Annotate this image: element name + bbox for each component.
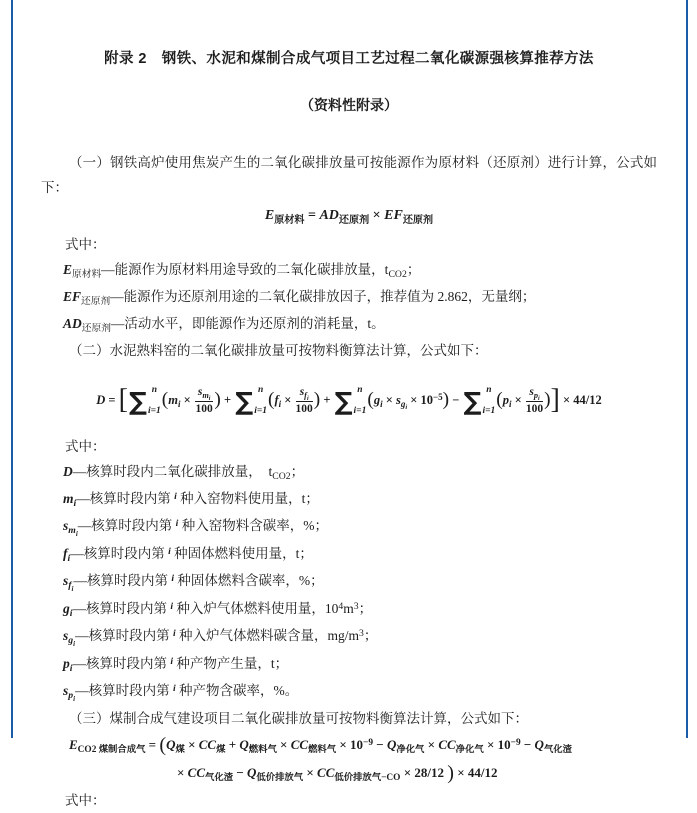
math-variable: f — [68, 580, 72, 592]
math-sum-lower: i=1 — [147, 405, 161, 416]
math-superscript — [173, 628, 176, 639]
math-variable: s — [63, 628, 69, 643]
section1-intro: （一）钢铁高炉使用焦炭产生的二氧化碳排放量可按能源作为原材料（还原剂）进行计算，公式如下： — [41, 155, 657, 195]
math-text: = — [105, 393, 119, 407]
math-text: + — [225, 737, 240, 752]
math-superscript — [176, 518, 179, 529]
math-text: −5 — [433, 391, 443, 402]
where-label-1: 式中： — [65, 237, 106, 252]
math-paren: ) — [442, 389, 450, 411]
math-text: + — [220, 393, 235, 407]
math-text: —活动水平，即能源作为还原剂的消耗量，t。 — [110, 316, 385, 331]
math-text: 100 — [195, 402, 213, 415]
math-text: × — [303, 765, 318, 780]
math-subscript — [544, 745, 572, 755]
math-text: 种产物产生量，t； — [173, 656, 289, 671]
math-text: × 10 — [407, 393, 434, 407]
math-variable: p — [533, 391, 538, 401]
math-variable: D — [63, 464, 73, 479]
math-variable: i — [177, 399, 181, 410]
math-subscript — [68, 580, 73, 591]
math-text: × 44/12 — [453, 765, 498, 780]
math-variable: EF — [63, 289, 82, 304]
math-sum-limits — [254, 386, 267, 416]
math-summation — [335, 386, 367, 416]
math-subscript — [78, 745, 146, 755]
math-paren: ) — [214, 389, 221, 411]
math-text: 还原剂 — [338, 214, 370, 226]
math-subscript — [380, 399, 383, 409]
page-border-left — [11, 0, 13, 738]
document-content — [41, 0, 657, 813]
math-text: × — [276, 737, 291, 752]
math-subscript — [175, 745, 184, 755]
math-text: 燃料气 — [248, 745, 277, 756]
math-subscript — [388, 269, 406, 280]
math-variable: E — [63, 262, 73, 277]
definition-line — [41, 651, 657, 678]
math-subscript — [73, 640, 75, 648]
math-text: 低价排放气−CO — [334, 773, 401, 784]
math-variable: E — [69, 737, 78, 752]
math-subscript — [403, 215, 433, 226]
math-text: 原材料 — [274, 214, 305, 226]
math-subscript — [334, 773, 400, 783]
math-superscript — [433, 392, 443, 402]
math-variable: CC — [317, 765, 335, 780]
math-variable: i — [171, 572, 175, 584]
math-superscript — [354, 601, 359, 612]
math-variable: i — [69, 663, 73, 675]
math-text: × — [180, 393, 194, 407]
math-subscript — [307, 396, 309, 402]
math-text: ； — [406, 262, 421, 277]
math-variable: Q — [166, 737, 176, 752]
math-text: × — [369, 208, 385, 223]
math-subscript — [456, 745, 484, 755]
math-subscript — [308, 745, 336, 755]
math-text: 燃料气 — [308, 745, 337, 756]
math-text: —核算时段内第 — [77, 518, 176, 533]
formula-coal-syngas-line1 — [41, 732, 657, 760]
math-text: 气化渣 — [205, 773, 234, 784]
sigma-symbol: ∑ — [334, 386, 353, 416]
math-variable: f — [63, 546, 68, 561]
math-text: m — [343, 601, 354, 616]
sigma-symbol: ∑ — [235, 386, 254, 416]
formula-cement-kiln — [41, 374, 657, 426]
math-fraction — [296, 386, 313, 415]
definition-list-2 — [41, 459, 657, 706]
section3-intro: （三）煤制合成气建设项目二氧化碳排放量可按物料衡算法计算，公式如下： — [69, 711, 528, 726]
math-superscript — [359, 628, 364, 639]
math-paren: ) — [447, 761, 454, 784]
math-superscript — [338, 601, 343, 612]
formula-coal-syngas — [41, 732, 657, 788]
math-variable: p — [502, 393, 509, 407]
math-paren: ( — [496, 389, 503, 411]
math-text: 低价排放气 — [256, 773, 304, 784]
math-text: 4 — [338, 600, 344, 612]
math-subscript — [68, 690, 75, 701]
math-subscript — [178, 399, 181, 409]
math-variable: m — [168, 393, 178, 407]
math-text: 3 — [353, 600, 359, 612]
sigma-symbol: ∑ — [463, 386, 482, 416]
math-subscript — [72, 585, 74, 593]
math-sum-upper: n — [357, 385, 363, 396]
math-text: ； — [290, 464, 305, 479]
math-variable: i — [168, 545, 171, 557]
math-text: × — [511, 393, 525, 407]
math-bracket: [ — [118, 384, 128, 416]
appendix-title: 附录 2 钢铁、水泥和煤制合成气项目工艺过程二氧化碳源强核算推荐方法 — [104, 51, 594, 67]
math-variable: i — [174, 490, 177, 502]
math-variable: Q — [386, 737, 397, 752]
math-superscript — [173, 683, 176, 694]
math-superscript — [174, 491, 177, 502]
math-subscript — [68, 553, 71, 564]
math-variable: CC — [187, 765, 206, 780]
math-text: CO2 — [272, 471, 291, 483]
math-superscript — [171, 573, 174, 584]
math-variable: s — [63, 573, 69, 588]
math-fraction — [526, 386, 543, 415]
math-sum-upper: n — [257, 385, 264, 396]
math-variable: i — [67, 553, 71, 565]
math-variable: i — [73, 694, 76, 703]
math-subscript — [209, 396, 211, 402]
math-variable: EF — [384, 208, 403, 223]
math-variable: i — [380, 399, 383, 410]
math-variable: AD — [319, 208, 339, 223]
math-text: ； — [363, 628, 378, 643]
math-variable: i — [537, 396, 540, 403]
math-variable: g — [68, 635, 74, 647]
math-variable: Q — [239, 737, 249, 752]
math-text: × 44/12 — [559, 393, 602, 407]
math-text: 100 — [525, 402, 544, 415]
math-text: —核算时段内第 — [72, 601, 171, 616]
math-variable: i — [172, 682, 176, 694]
math-text: —核算时段内二氧化碳排放量， t — [72, 464, 273, 479]
math-subscript — [82, 323, 111, 334]
math-text: 净化气 — [455, 745, 484, 756]
math-sum-lower: i=1 — [254, 405, 267, 416]
math-bracket: ] — [550, 384, 560, 416]
math-text: —核算时段内第 — [76, 491, 175, 506]
math-text: —核算时段内第 — [70, 546, 169, 561]
math-text: 还原剂 — [81, 296, 111, 308]
math-subscript — [400, 399, 408, 412]
math-variable: g — [373, 393, 381, 407]
math-text: 净化气 — [396, 745, 425, 756]
math-paren: ) — [313, 389, 321, 411]
math-sum-limits — [482, 386, 495, 416]
math-subscript — [249, 745, 277, 755]
math-fraction — [195, 386, 214, 415]
math-text: 100 — [295, 402, 313, 415]
math-subscript — [72, 269, 101, 280]
math-text: 种入炉气体燃料使用量，10 — [173, 601, 339, 616]
math-text: = — [304, 208, 320, 223]
math-paren: ( — [159, 733, 167, 756]
math-denominator — [296, 402, 313, 416]
math-text: 还原剂 — [402, 214, 434, 226]
math-text: − — [520, 737, 535, 752]
math-variable: p — [63, 656, 70, 671]
math-numerator — [526, 386, 543, 401]
math-text: − — [373, 737, 387, 752]
formula-coal-syngas-line2 — [41, 760, 657, 788]
section2-intro: （二）水泥熟料窑的二氧化碳排放量可按物料衡算法计算，公式如下： — [69, 343, 488, 358]
math-text: 3 — [359, 627, 364, 639]
math-variable: i — [71, 584, 74, 593]
math-variable: f — [274, 393, 279, 407]
math-variable: CC — [438, 737, 456, 752]
math-variable: i — [175, 517, 179, 529]
math-subscript — [205, 773, 233, 783]
math-text: × — [177, 765, 188, 780]
definition-line — [41, 568, 657, 596]
math-text: —核算时段内第 — [75, 683, 173, 698]
math-variable: i — [75, 529, 78, 538]
definition-line — [41, 459, 657, 486]
math-text: 种固体燃料使用量，t； — [170, 546, 313, 561]
math-variable: i — [172, 627, 176, 639]
math-variable: i — [508, 399, 512, 410]
math-superscript — [363, 738, 373, 748]
math-variable: Q — [246, 765, 257, 780]
math-sum-upper: n — [151, 385, 157, 396]
math-variable: CC — [290, 737, 309, 752]
math-sum-upper: n — [486, 385, 492, 396]
math-text: 种入窑物料含碳率，%； — [178, 518, 328, 533]
math-text: = — [145, 737, 160, 752]
definition-line — [41, 678, 657, 706]
math-subscript — [76, 530, 78, 538]
math-variable: CC — [198, 737, 217, 752]
math-text: × — [382, 393, 396, 407]
math-superscript — [168, 546, 171, 557]
math-text: —能源作为还原剂用途的二氧化碳排放因子，推荐值为 2.862，无量纲； — [110, 289, 536, 304]
math-variable: i — [208, 396, 211, 403]
math-text: × 28/12 — [400, 765, 448, 780]
math-subscript — [81, 296, 110, 307]
math-text: × 10 — [483, 737, 511, 752]
math-variable: m — [68, 525, 76, 537]
math-subscript — [339, 215, 369, 226]
definition-line — [41, 513, 657, 541]
math-numerator — [296, 386, 313, 401]
math-sum-limits — [354, 386, 367, 416]
math-subscript — [533, 391, 540, 403]
math-superscript — [170, 601, 173, 612]
definition-line — [41, 596, 657, 623]
math-variable: m — [202, 391, 209, 401]
math-subscript — [256, 773, 303, 783]
definition-line — [41, 257, 657, 284]
math-variable: i — [73, 639, 76, 648]
math-text: 原材料 — [72, 269, 102, 281]
math-subscript — [202, 391, 211, 403]
math-subscript — [509, 399, 512, 409]
math-subscript — [538, 396, 540, 402]
math-numerator — [195, 386, 214, 401]
math-text: 还原剂 — [81, 323, 111, 335]
math-text: 种入窑物料使用量，t； — [176, 491, 319, 506]
math-denominator — [195, 402, 214, 416]
math-sum-lower: i=1 — [482, 405, 496, 416]
math-variable: i — [405, 404, 408, 412]
math-variable: s — [529, 386, 534, 399]
math-variable: Q — [534, 737, 544, 752]
formula-reductant — [41, 203, 657, 230]
definition-line — [41, 486, 657, 513]
where-label-2: 式中： — [65, 439, 106, 454]
math-text: − — [449, 393, 463, 407]
math-variable: D — [96, 393, 106, 407]
math-subscript — [70, 608, 73, 619]
math-text: CO2 煤制合成气 — [77, 745, 146, 756]
math-subscript — [216, 745, 225, 755]
math-text: −9 — [363, 737, 374, 748]
math-variable: s — [197, 386, 203, 399]
math-variable: s — [299, 386, 305, 399]
definition-list-1 — [41, 257, 657, 338]
math-text: 气化渣 — [543, 745, 572, 756]
sigma-symbol: ∑ — [128, 386, 147, 416]
definition-line — [41, 541, 657, 568]
math-paren: ( — [268, 389, 275, 411]
math-variable: E — [264, 208, 275, 223]
page-border-right — [686, 0, 688, 738]
math-text: 种产物含碳率，%。 — [175, 683, 299, 698]
math-text: − — [233, 765, 247, 780]
math-summation — [235, 386, 267, 416]
math-variable: i — [69, 608, 73, 620]
definition-line — [41, 284, 657, 311]
math-variable: AD — [63, 316, 82, 331]
math-subscript — [74, 498, 77, 509]
math-text: 煤 — [216, 745, 226, 756]
math-superscript — [511, 738, 521, 748]
math-variable: m — [63, 491, 74, 506]
math-subscript — [272, 471, 290, 482]
math-variable: i — [73, 498, 77, 510]
math-variable: i — [306, 396, 309, 403]
math-subscript — [68, 635, 75, 646]
math-subscript — [279, 399, 282, 409]
math-text: × — [281, 393, 295, 407]
math-sum-lower: i=1 — [353, 405, 367, 416]
math-summation — [129, 386, 161, 416]
math-variable: i — [170, 655, 174, 667]
math-subscript — [405, 404, 407, 411]
math-superscript — [170, 656, 173, 667]
math-text: ； — [358, 601, 373, 616]
math-subscript — [73, 695, 75, 703]
math-subscript — [396, 745, 424, 755]
math-denominator — [526, 402, 543, 416]
math-summation — [463, 386, 495, 416]
math-variable: g — [63, 601, 70, 616]
math-text: —核算时段内第 — [73, 573, 172, 588]
math-paren: ) — [544, 389, 551, 411]
math-text: 煤 — [175, 745, 185, 756]
math-text: 种固体燃料含碳率，%； — [174, 573, 324, 588]
definition-line — [41, 311, 657, 338]
math-text: × 10 — [336, 737, 364, 752]
math-variable: f — [304, 391, 307, 401]
math-subscript — [304, 391, 309, 403]
definition-line — [41, 623, 657, 651]
math-paren: ( — [367, 389, 374, 411]
math-variable: s — [63, 518, 69, 533]
appendix-subtitle: （资料性附录） — [300, 97, 398, 113]
math-subscript — [68, 525, 78, 536]
math-subscript — [70, 663, 73, 674]
math-text: × — [424, 737, 439, 752]
math-text: —核算时段内第 — [75, 628, 173, 643]
math-text: −9 — [510, 737, 521, 748]
math-text: + — [320, 393, 334, 407]
math-paren: ( — [161, 389, 169, 411]
math-variable: p — [68, 690, 74, 702]
math-variable: g — [400, 399, 406, 410]
math-text: 种入炉气体燃料碳含量，mg/m — [175, 628, 360, 643]
math-text: —能源作为原材料用途导致的二氧化碳排放量，t — [101, 262, 389, 277]
where-label-3: 式中： — [65, 793, 106, 808]
math-subscript — [274, 215, 304, 226]
math-variable: s — [395, 393, 401, 407]
math-variable: i — [278, 399, 282, 410]
math-variable: i — [170, 600, 174, 612]
math-text: × — [184, 737, 199, 752]
math-text: —核算时段内第 — [72, 656, 171, 671]
math-sum-limits — [148, 386, 161, 416]
math-text: CO2 — [388, 269, 407, 281]
math-variable: s — [63, 683, 69, 698]
